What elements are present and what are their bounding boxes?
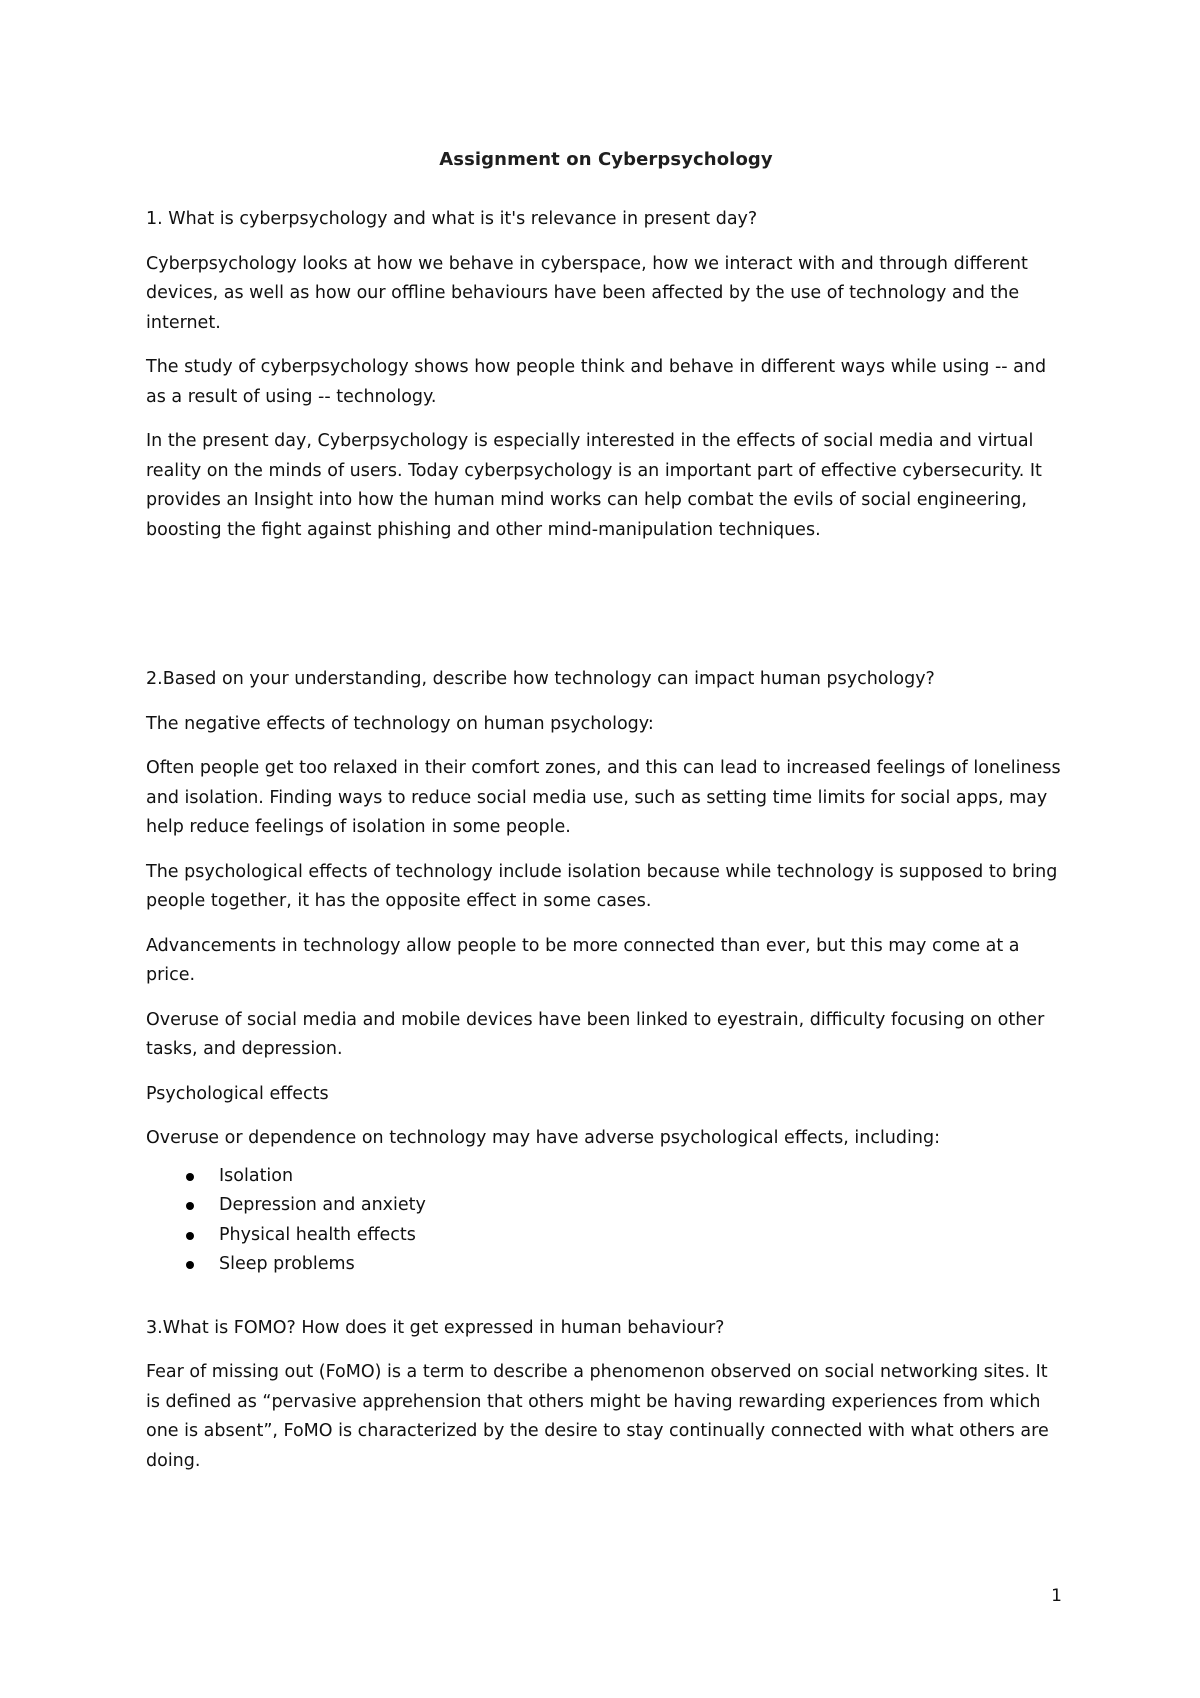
section-1-paragraph-3: In the present day, Cyberpsychology is especially interested in the effects of social media and virtual reality on the minds of users. Today cyberpsychology is an important part of effective cybersecurity. It provides an Insight into how the human mind works can help combat the evils of social engineering, boosting the fight against phishing and other mind-manipulation techniques.: [146, 431, 1042, 540]
section-2-paragraph-4: Advancements in technology allow people to be more connected than ever, but this may come at a price.: [146, 935, 1020, 985]
bullet-item: [146, 1162, 1066, 1192]
bullet-text: Depression and anxiety: [219, 1195, 426, 1215]
section-1-paragraph-1: Cyberpsychology looks at how we behave in cyberspace, how we interact with and through different devices, as well as how our offline behaviours have been affected by the use of technology and the internet.: [146, 253, 1028, 333]
section-spacer: [146, 560, 1066, 665]
section-1-paragraph-2: The study of cyberpsychology shows how people think and behave in different ways while using -- and as a result of using -- technology.: [146, 357, 1047, 407]
section-2-paragraph-3: The psychological effects of technology include isolation because while technology is supposed to bring people together, it has the opposite effect in some cases.: [146, 861, 1058, 911]
section-2-paragraph-6: Overuse or dependence on technology may have adverse psychological effects, including:: [146, 1128, 940, 1148]
question-3: 3.What is FOMO? How does it get expressed in human behaviour?: [146, 1317, 725, 1338]
document-title: Assignment on Cyberpsychology: [439, 149, 773, 170]
page-number: 1: [1051, 1586, 1062, 1606]
section-2-paragraph-1: The negative effects of technology on human psychology:: [146, 713, 654, 734]
section-spacer: [146, 1280, 1066, 1314]
bullet-text: Sleep problems: [219, 1254, 355, 1274]
bullet-text: Physical health effects: [219, 1224, 416, 1245]
document-body: [146, 148, 1066, 1491]
effects-bullet-list: [146, 1162, 1066, 1280]
bullet-dot-icon: [186, 1232, 194, 1240]
section-2-paragraph-2: Often people get too relaxed in their comfort zones, and this can lead to increased feelings of loneliness and isolation. Finding ways to reduce social media use, such as setting time limits for social apps, may help reduce feelings of isolation in some people.: [146, 758, 1061, 837]
section-3-paragraph-1: Fear of missing out (FoMO) is a term to describe a phenomenon observed on social networking sites. It is defined as “pervasive apprehension that others might be having rewarding experiences from which one is absent”, FoMO is characterized by the desire to stay continually connected with what others are doing.: [146, 1362, 1049, 1471]
bullet-dot-icon: [186, 1173, 194, 1181]
bullet-text: Isolation: [219, 1165, 294, 1186]
bullet-item: [146, 1250, 1066, 1280]
question-1: 1. What is cyberpsychology and what is it's relevance in present day?: [146, 209, 758, 229]
section-2-subheading: Psychological effects: [146, 1083, 329, 1104]
bullet-dot-icon: [186, 1202, 194, 1210]
bullet-dot-icon: [186, 1261, 194, 1269]
bullet-item: [146, 1191, 1066, 1221]
section-2-paragraph-5: Overuse of social media and mobile devices have been linked to eyestrain, difficulty focusing on other tasks, and depression.: [146, 1009, 1045, 1059]
bullet-item: [146, 1221, 1066, 1251]
question-2: 2.Based on your understanding, describe how technology can impact human psychology?: [146, 669, 935, 689]
